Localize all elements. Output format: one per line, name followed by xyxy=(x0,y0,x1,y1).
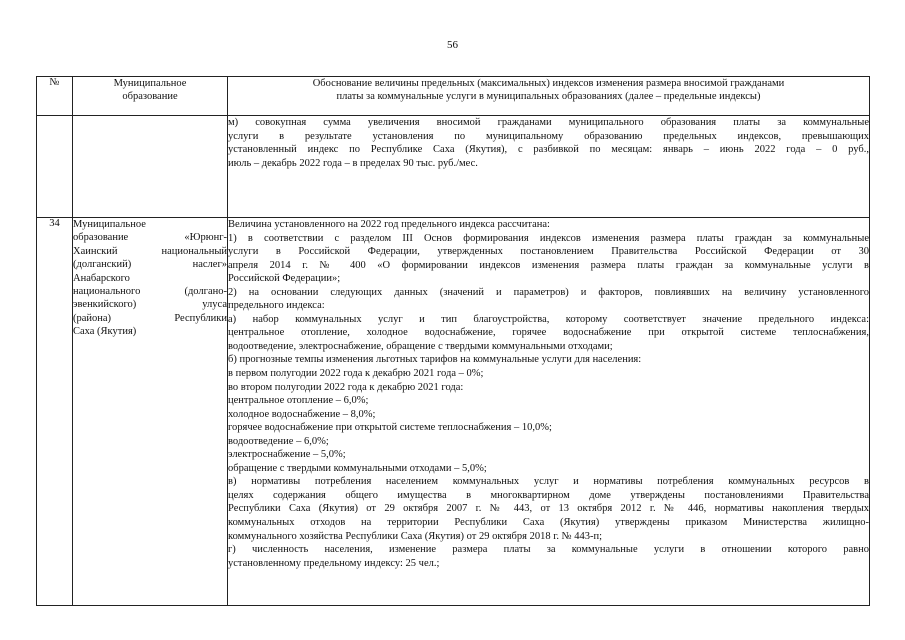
description-line: горячее водоснабжение при открытой системе теплоснабжения – 10,0%; xyxy=(228,422,552,434)
description-line: коммунальных отходов на территории Республики Саха (Якутия) утверждены приказом Министерства жилищно- xyxy=(228,517,869,529)
header-municipality-line2: образование xyxy=(122,91,178,102)
description-line: г) численность населения, изменение размера платы за коммунальные услуги в отношении которого равно xyxy=(228,544,869,556)
description-line: 1) в соответствии с разделом III Основ формирования индексов изменения размера платы граждан за коммунальные xyxy=(228,232,869,244)
continuation-line: июль – декабрь 2022 года – в пределах 90 тыс. руб./мес. xyxy=(228,157,478,169)
header-number: № xyxy=(37,77,73,116)
description-line: а) набор коммунальных услуг и тип благоустройства, которому соответствует значение предельного индекса: xyxy=(228,313,869,325)
description-line: центральное отопление, холодное водоснабжение, горячее водоснабжение при открытой системе теплоснабжения, xyxy=(228,327,869,339)
municipality-line: Хаинский национальный xyxy=(73,245,227,257)
description-line: Республики Саха (Якутия) от 29 октября 2007 г. № 443, от 13 октября 2012 г. № 446, нормативы накопления твердых xyxy=(228,503,869,515)
municipality-line: национального (долгано- xyxy=(73,286,227,298)
continuation-line: услуги в результате установления по муниципальному образованию предельных индексов, превышающих xyxy=(228,130,869,142)
table-header-row xyxy=(37,77,870,116)
description-line: Величина установленного на 2022 год предельного индекса рассчитана: xyxy=(228,219,550,230)
header-justification-line1: Обоснование величины предельных (максимальных) индексов изменения размера вносимой гражданами xyxy=(312,78,785,89)
row-34-number: 34 xyxy=(37,218,73,606)
row-34-description xyxy=(228,218,870,606)
continuation-line: м) совокупная сумма увеличения вносимой гражданами муниципального образования платы за коммунальные xyxy=(228,117,869,128)
municipality-line: (долганский) наслег» xyxy=(73,259,227,271)
description-line: коммунального хозяйства Республики Саха (Якутия) от 29 октября 2018 г. № 443-п; xyxy=(228,530,603,542)
municipality-line: образование «Юрюнг- xyxy=(73,232,227,244)
description-line: в первом полугодии 2022 года к декабрю 2021 года – 0%; xyxy=(228,368,484,380)
table-row-34 xyxy=(37,218,870,606)
description-line: центральное отопление – 6,0%; xyxy=(228,395,369,407)
description-line: целях содержания общего имущества в многоквартирном доме утверждены постановлениями Правительства xyxy=(228,489,869,501)
description-line: водоотведение – 6,0%; xyxy=(228,435,329,447)
description-line: во втором полугодии 2022 года к декабрю 2021 года: xyxy=(228,381,464,393)
municipality-line: эвенкийского) улуса xyxy=(73,299,227,311)
description-line: холодное водоснабжение – 8,0%; xyxy=(228,408,376,420)
continuation-municipality-cell xyxy=(73,116,228,218)
description-line: апреля 2014 г. № 400 «О формировании индексов изменения размера платы граждан за коммунальные услуги в xyxy=(228,259,869,271)
municipality-line: Муниципальное xyxy=(73,219,146,230)
header-municipality-line1: Муниципальное xyxy=(113,78,187,89)
municipality-line: Саха (Якутия) xyxy=(73,326,137,338)
continuation-description-cell xyxy=(228,116,870,218)
row-34-municipality xyxy=(73,218,228,606)
description-line: услуги в Российской Федерации, утвержденных постановлением Правительства Российской Федерации от 30 xyxy=(228,246,869,258)
description-line: установленному предельному индексу: 25 чел.; xyxy=(228,557,440,569)
description-line: б) прогнозные темпы изменения льготных тарифов на коммунальные услуги для населения: xyxy=(228,354,642,366)
description-line: водоотведение, электроснабжение, обращение с твердыми коммунальными отходами; xyxy=(228,340,613,352)
table-row-continuation xyxy=(37,116,870,218)
header-municipality xyxy=(73,77,228,116)
description-line: в) нормативы потребления населением коммунальных услуг и нормативы потребления коммунальных ресурсов в xyxy=(228,476,869,488)
description-line: обращение с твердыми коммунальными отходами – 5,0%; xyxy=(228,462,487,474)
header-justification xyxy=(228,77,870,116)
page-number: 56 xyxy=(447,39,458,51)
municipality-line: Анабарского xyxy=(73,272,130,284)
municipality-line: (района) Республики xyxy=(73,312,227,324)
description-line: электроснабжение – 5,0%; xyxy=(228,449,346,461)
description-line: 2) на основании следующих данных (значений и параметров) и факторов, повлиявших на величину установленного xyxy=(228,286,869,298)
continuation-number-cell xyxy=(37,116,73,218)
description-line: предельного индекса: xyxy=(228,300,325,312)
indices-table xyxy=(36,76,870,606)
header-justification-line2: платы за коммунальные услуги в муниципальных образованиях (далее – предельные индексы) xyxy=(336,91,761,102)
description-line: Российской Федерации»; xyxy=(228,273,341,285)
continuation-line: установленный индекс по Республике Саха (Якутия), с разбивкой по месяцам: январь – июнь 2022 года – 0 руб., xyxy=(228,144,869,156)
